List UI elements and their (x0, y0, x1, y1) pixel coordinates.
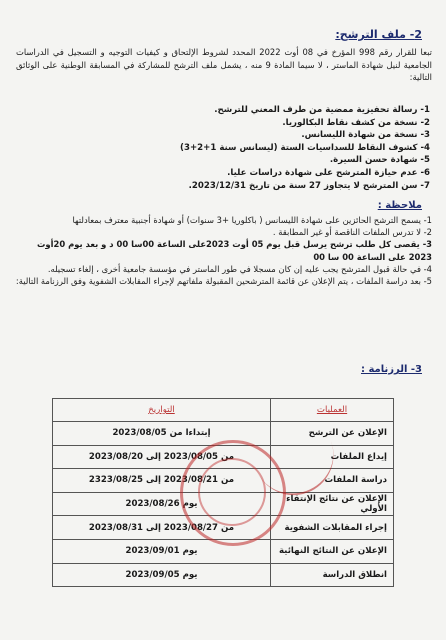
column-header-activity: العمليات (271, 399, 394, 422)
date-cell: من 2023/08/21 إلى 2323/08/25 (53, 469, 271, 493)
section-3-title: 3- الرزنامة : (360, 364, 422, 375)
activity-cell: إجراء المقابلات الشفوية (271, 516, 394, 540)
date-cell: من 2023/08/05 إلى 2023/08/20 (53, 445, 271, 469)
activity-cell: الإعلان عن النتائج النهائية (271, 539, 394, 563)
date-cell: من 2023/08/27 إلى 2023/08/31 (53, 516, 271, 540)
list-item: 4- كشوف النقاط للسداسيات الستة (ليسانس سنة 1+2+3) (180, 142, 430, 153)
date-cell: يوم 2023/09/05 (53, 563, 271, 587)
activity-cell: دراسة الملفات (271, 469, 394, 493)
list-item: 1- رسالة تحفيزية ممضية من طرف المعني للترشح. (214, 105, 430, 115)
date-cell: إبتداءا من 2023/08/05 (53, 422, 271, 446)
notes-list (14, 214, 432, 287)
column-header-dates: التواريخ (53, 399, 271, 422)
list-item: 3- نسخة من شهادة الليسانس. (301, 130, 430, 141)
notes-title: ملاحظة : (377, 200, 422, 211)
table-row (53, 563, 394, 587)
list-item: 6- عدم حيازة المترشح على شهادة دراسات عليا. (227, 167, 430, 178)
activity-cell: الإعلان عن الترشح (271, 422, 394, 446)
note-item: 3- يقصى كل طلب ترشح يرسل قبل يوم 05 أوت 2023على الساعة 00سا 00 د و بعد يوم 20أوت 2023 على الساعة 00 سا 00 (37, 239, 432, 262)
activity-cell: انطلاق الدراسة (271, 563, 394, 587)
section-2-title: 2- ملف الترشح: (335, 28, 422, 41)
activity-cell: الإعلان عن نتائج الإنتقاء الأولي (271, 492, 394, 516)
list-item: 2- نسخة من كشف نقاط البكالوريا. (282, 117, 430, 128)
note-item: 5- بعد دراسة الملفات ، يتم الإعلان عن قائمة المترشحين المقبولة ملفاتهم لإجراء المقابلات الشفوية وفق الرزنامة التالية: (15, 276, 432, 287)
table-header-row (53, 399, 394, 422)
note-item: 4- في حالة قبول المترشح يجب عليه إن كان مسجلا في طور الماستر في مؤسسة جامعية أخرى ، إلغاء تسجيله. (47, 263, 432, 274)
list-item: 7- سن المترشح لا يتجاوز 27 سنة من تاريخ 2023/12/31. (188, 180, 430, 191)
list-item: 5- شهادة حسن السيرة. (329, 155, 430, 166)
note-item: 2- لا تدرس الملفات الناقصة أو غير المطابقة . (272, 227, 432, 238)
documents-list (14, 104, 430, 192)
date-cell: يوم 2023/09/01 (53, 539, 271, 563)
date-cell: يوم 2023/08/26 (53, 492, 271, 516)
intro-paragraph: تبعا للقرار رقم 998 المؤرخ في 08 أوت 2022 المحدد لشروط الإلتحاق و كيفيات التوجيه و التسجيل في الدراسات الجامعية لنيل شهادة الماستر ، لا سيما المادة 9 منه ، يشمل ملف الترشح للمشاركة في المسابقة الوطنية على الوثائق التالية: (16, 47, 433, 82)
activity-cell: إيداع الملفات (271, 445, 394, 469)
note-item: 1- يسمح الترشح الحائزين على شهادة الليسانس ( باكلوريا +3 سنوات) أو شهادة أجنبية معترف بمعادلتها (72, 215, 432, 225)
